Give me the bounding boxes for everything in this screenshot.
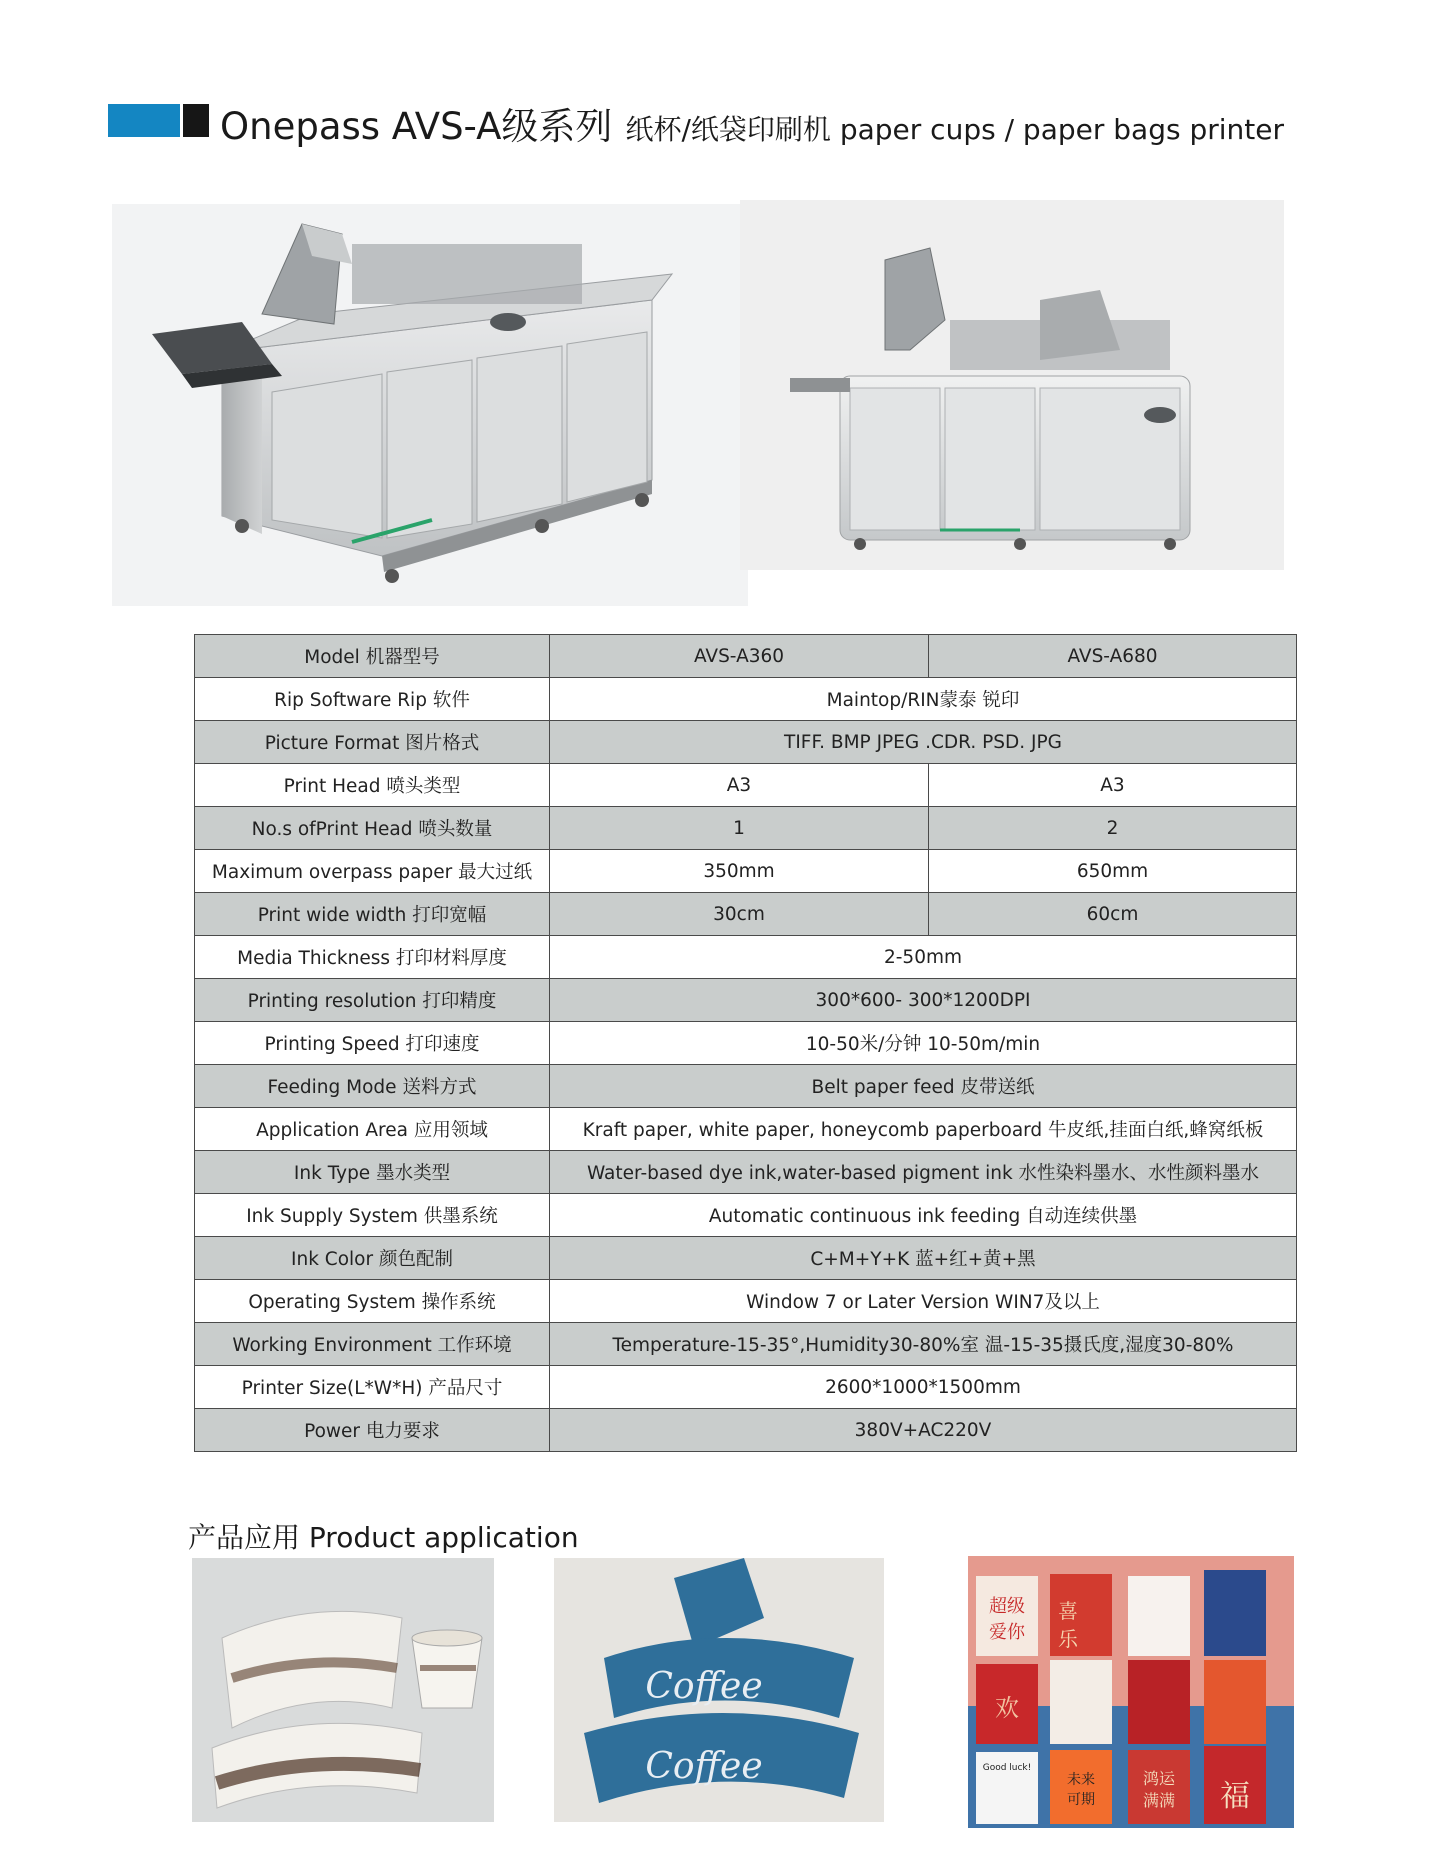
spec-value-a680: A3 <box>929 764 1297 807</box>
bag-text: 爱你 <box>989 1622 1025 1643</box>
spec-value-a360: 350mm <box>550 850 929 893</box>
spec-value: 300*600- 300*1200DPI <box>550 979 1297 1022</box>
bag-text: 未来 <box>1067 1772 1095 1788</box>
table-row <box>195 1108 1297 1151</box>
paper-bag-photo <box>968 1556 1294 1828</box>
spec-value: 10-50米/分钟 10-50m/min <box>550 1022 1297 1065</box>
table-row <box>195 850 1297 893</box>
bag-text: 欢 <box>995 1694 1019 1722</box>
bag-text: Good luck! <box>982 1763 1032 1773</box>
table-row <box>195 678 1297 721</box>
title-accent-black <box>183 104 209 137</box>
coffee-label-2: Coffee <box>645 1746 763 1787</box>
table-row <box>195 1065 1297 1108</box>
spec-label: Ink Type 墨水类型 <box>195 1151 550 1194</box>
spec-label: Printer Size(L*W*H) 产品尺寸 <box>195 1366 550 1409</box>
coffee-label-1: Coffee <box>645 1666 763 1707</box>
table-row <box>195 1280 1297 1323</box>
page-title <box>220 96 1284 150</box>
spec-value-a360: A3 <box>550 764 929 807</box>
spec-label: Print Head 喷头类型 <box>195 764 550 807</box>
spec-label: Media Thickness 打印材料厚度 <box>195 936 550 979</box>
table-row <box>195 1409 1297 1452</box>
spec-label: Application Area 应用领域 <box>195 1108 550 1151</box>
coffee-cup-photo <box>554 1558 884 1822</box>
table-row <box>195 1323 1297 1366</box>
bag-text: 乐 <box>1058 1627 1078 1651</box>
spec-value: Temperature-15-35°,Humidity30-80%室 温-15-35摄氏度,湿度30-80% <box>550 1323 1297 1366</box>
spec-value-a360: 30cm <box>550 893 929 936</box>
table-row <box>195 1237 1297 1280</box>
spec-value-a680: 2 <box>929 807 1297 850</box>
bag-text: 超级 <box>989 1596 1025 1617</box>
table-row <box>195 807 1297 850</box>
title-accent-bar <box>108 104 209 137</box>
page-title-main: Onepass AVS-A级系列 <box>220 105 613 148</box>
spec-label: Operating System 操作系统 <box>195 1280 550 1323</box>
table-row <box>195 893 1297 936</box>
spec-value: 2-50mm <box>550 936 1297 979</box>
table-row <box>195 1022 1297 1065</box>
avs-logo-icon <box>1144 407 1176 423</box>
table-row <box>195 1194 1297 1237</box>
spec-label: Rip Software Rip 软件 <box>195 678 550 721</box>
spec-label: Model 机器型号 <box>195 635 550 678</box>
spec-label: Printing Speed 打印速度 <box>195 1022 550 1065</box>
bag-text: 喜 <box>1058 1599 1078 1623</box>
spec-value-a360: 1 <box>550 807 929 850</box>
spec-table <box>194 634 1297 1452</box>
avs-logo-icon <box>490 313 526 331</box>
spec-value-a680: 650mm <box>929 850 1297 893</box>
page-title-sub: 纸杯/纸袋印刷机 paper cups / paper bags printer <box>625 113 1284 146</box>
spec-label: Ink Color 颜色配制 <box>195 1237 550 1280</box>
paper-cup-photo <box>192 1558 494 1822</box>
spec-value: Water-based dye ink,water-based pigment ink 水性染料墨水、水性颜料墨水 <box>550 1151 1297 1194</box>
bag-text: 鸿运 <box>1142 1769 1176 1788</box>
title-accent-blue <box>108 104 180 137</box>
machine-photo-angled <box>112 204 748 606</box>
spec-value: TIFF. BMP JPEG .CDR. PSD. JPG <box>550 721 1297 764</box>
bag-text: 满满 <box>1142 1791 1176 1810</box>
spec-value: Window 7 or Later Version WIN7及以上 <box>550 1280 1297 1323</box>
spec-value-a680: AVS-A680 <box>929 635 1297 678</box>
spec-value: Maintop/RIN蒙泰 锐印 <box>550 678 1297 721</box>
spec-label: No.s ofPrint Head 喷头数量 <box>195 807 550 850</box>
spec-value: C+M+Y+K 蓝+红+黄+黑 <box>550 1237 1297 1280</box>
spec-label: Print wide width 打印宽幅 <box>195 893 550 936</box>
spec-value-a680: 60cm <box>929 893 1297 936</box>
spec-label: Ink Supply System 供墨系统 <box>195 1194 550 1237</box>
spec-label: Printing resolution 打印精度 <box>195 979 550 1022</box>
spec-label: Maximum overpass paper 最大过纸 <box>195 850 550 893</box>
spec-value-a360: AVS-A360 <box>550 635 929 678</box>
table-row <box>195 936 1297 979</box>
spec-value: Automatic continuous ink feeding 自动连续供墨 <box>550 1194 1297 1237</box>
spec-label: Picture Format 图片格式 <box>195 721 550 764</box>
bag-text: 可期 <box>1067 1792 1095 1808</box>
table-row <box>195 721 1297 764</box>
table-row-model <box>195 635 1297 678</box>
spec-value: Belt paper feed 皮带送纸 <box>550 1065 1297 1108</box>
table-row <box>195 1366 1297 1409</box>
spec-label: Feeding Mode 送料方式 <box>195 1065 550 1108</box>
spec-value: 380V+AC220V <box>550 1409 1297 1452</box>
table-row <box>195 764 1297 807</box>
spec-value: Kraft paper, white paper, honeycomb paperboard 牛皮纸,挂面白纸,蜂窝纸板 <box>550 1108 1297 1151</box>
bag-text: 福 <box>1220 1779 1250 1814</box>
machine-photo-front <box>740 200 1284 570</box>
table-row <box>195 1151 1297 1194</box>
spec-value: 2600*1000*1500mm <box>550 1366 1297 1409</box>
spec-label: Power 电力要求 <box>195 1409 550 1452</box>
application-heading: 产品应用 Product application <box>188 1521 579 1554</box>
spec-label: Working Environment 工作环境 <box>195 1323 550 1366</box>
table-row <box>195 979 1297 1022</box>
